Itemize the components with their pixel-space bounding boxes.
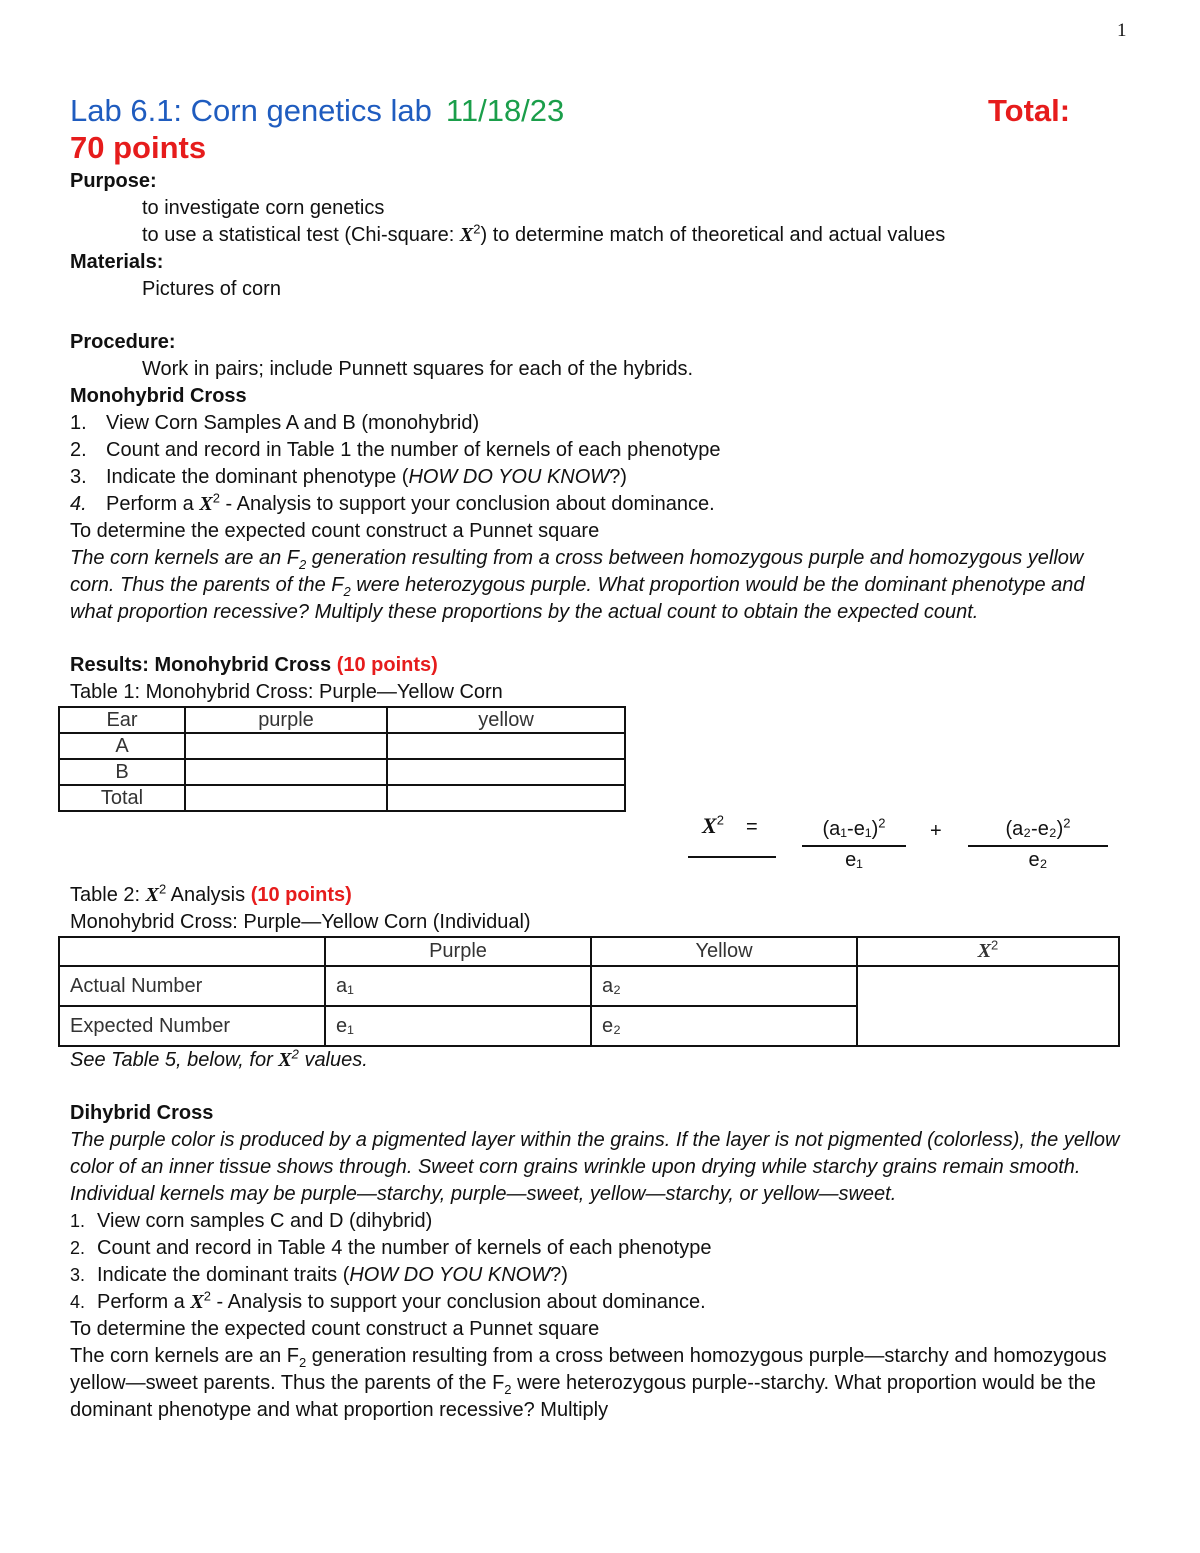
monohybrid-steps: [70, 410, 1130, 518]
table-row: Purple Yellow $X^2$: [59, 937, 1119, 966]
monohybrid-heading: Monohybrid Cross: [70, 385, 247, 407]
table-row: Actual Number a₁ a₂: [59, 966, 1119, 1006]
monohybrid-paragraph: The corn kernels are an $F_2$ generation resulting from a cross between homozygous purple and homozygous yellow corn. Thus the parents of the $F_2$ were heterozygous purple. What proportion would be the dominant phenotype and what proportion recessive? Multiply these proportions by the actual count to obtain the expected count.: [70, 547, 1085, 623]
list-item: 3. Indicate the dominant traits (HOW DO YOU KNOW?): [70, 1264, 568, 1286]
list-item: 1. View corn samples C and D (dihybrid): [70, 1210, 433, 1232]
document-body: [70, 92, 1130, 1424]
purpose-item-2: to use a statistical test (Chi-square: $X^2$) to determine match of theoretical and actual values: [142, 221, 946, 246]
chi-square-formula: $X^2$ = $\frac{(a_1-e_1)^2}{\text{e₁}}$ + $\frac{(a_2-e_2)^2}{\text{e₂}}$: [70, 812, 1130, 882]
results-heading: Results: Monohybrid Cross (10 points): [70, 654, 438, 676]
list-item: 4. Perform a $X^2$ - Analysis to support your conclusion about dominance.: [70, 1288, 706, 1313]
monohybrid-expected-note: To determine the expected count construct a Punnet square: [70, 520, 600, 542]
list-item: 2. Count and record in Table 1 the number of kernels of each phenotype: [70, 439, 721, 461]
table-row: A: [59, 733, 625, 759]
materials-label: Materials:: [70, 251, 164, 273]
table-row: B: [59, 759, 625, 785]
table-row: Expected Number e₁ e₂: [59, 1006, 1119, 1046]
title-date: 11/18/23: [445, 93, 565, 128]
total-points: 70 points: [70, 130, 207, 165]
dihybrid-expected-note: To determine the expected count construct a Punnet square: [70, 1318, 600, 1340]
procedure-item: Work in pairs; include Punnett squares for each of the hybrids.: [142, 358, 694, 380]
list-item: 2. Count and record in Table 4 the number of kernels of each phenotype: [70, 1237, 712, 1259]
title-text: Lab 6.1: Corn genetics lab: [70, 93, 432, 128]
procedure-label: Procedure:: [70, 331, 176, 353]
list-item: 4. Perform a $X^2$ - Analysis to support your conclusion about dominance.: [70, 490, 715, 515]
table1: [58, 706, 626, 812]
dihybrid-steps: [70, 1208, 1130, 1316]
dihybrid-paragraph: The purple color is produced by a pigmented layer within the grains. If the layer is not pigmented (colorless), the yellow color of an inner tissue shows through. Sweet corn grains wrinkle upon drying while starchy grains remain smooth. Individual kernels may be purple—starchy, purple—sweet, yellow—starchy, or yellow—sweet.: [70, 1129, 1120, 1205]
table-row: Total: [59, 785, 625, 811]
purpose-label: Purpose:: [70, 170, 157, 192]
fraction-1: $\frac{(a_1-e_1)^2}{\text{e₁}}$: [802, 816, 906, 874]
purpose-item-1: to investigate corn genetics: [142, 197, 385, 219]
table2-caption: Table 2: $X^2$ Analysis (10 points): [70, 881, 352, 906]
table2-note: See Table 5, below, for $X^2$ values.: [70, 1046, 368, 1071]
list-item: 3. Indicate the dominant phenotype (HOW DO YOU KNOW?): [70, 466, 627, 488]
table-row: Ear purple yellow: [59, 707, 625, 733]
dihybrid-paragraph-2: The corn kernels are an $F_2$ generation resulting from a cross between homozygous purple—starchy and homozygous yellow—sweet parents. Thus the parents of the $F_2$ were heterozygous purple--starchy. What proportion would be the dominant phenotype and what proportion recessive? Multiply: [70, 1345, 1107, 1421]
fraction-2: $\frac{(a_2-e_2)^2}{\text{e₂}}$: [968, 816, 1108, 874]
list-item: 1. View Corn Samples A and B (monohybrid): [70, 412, 480, 434]
table1-caption: Table 1: Monohybrid Cross: Purple—Yellow Corn: [70, 681, 503, 703]
page-title: [70, 92, 1130, 130]
dihybrid-heading: Dihybrid Cross: [70, 1102, 214, 1124]
table2-subcaption: Monohybrid Cross: Purple—Yellow Corn (Individual): [70, 911, 531, 933]
page-number: 1: [1117, 20, 1127, 41]
total-label: Total:: [988, 93, 1071, 128]
materials-item: Pictures of corn: [142, 278, 281, 300]
table2: [58, 936, 1120, 1047]
